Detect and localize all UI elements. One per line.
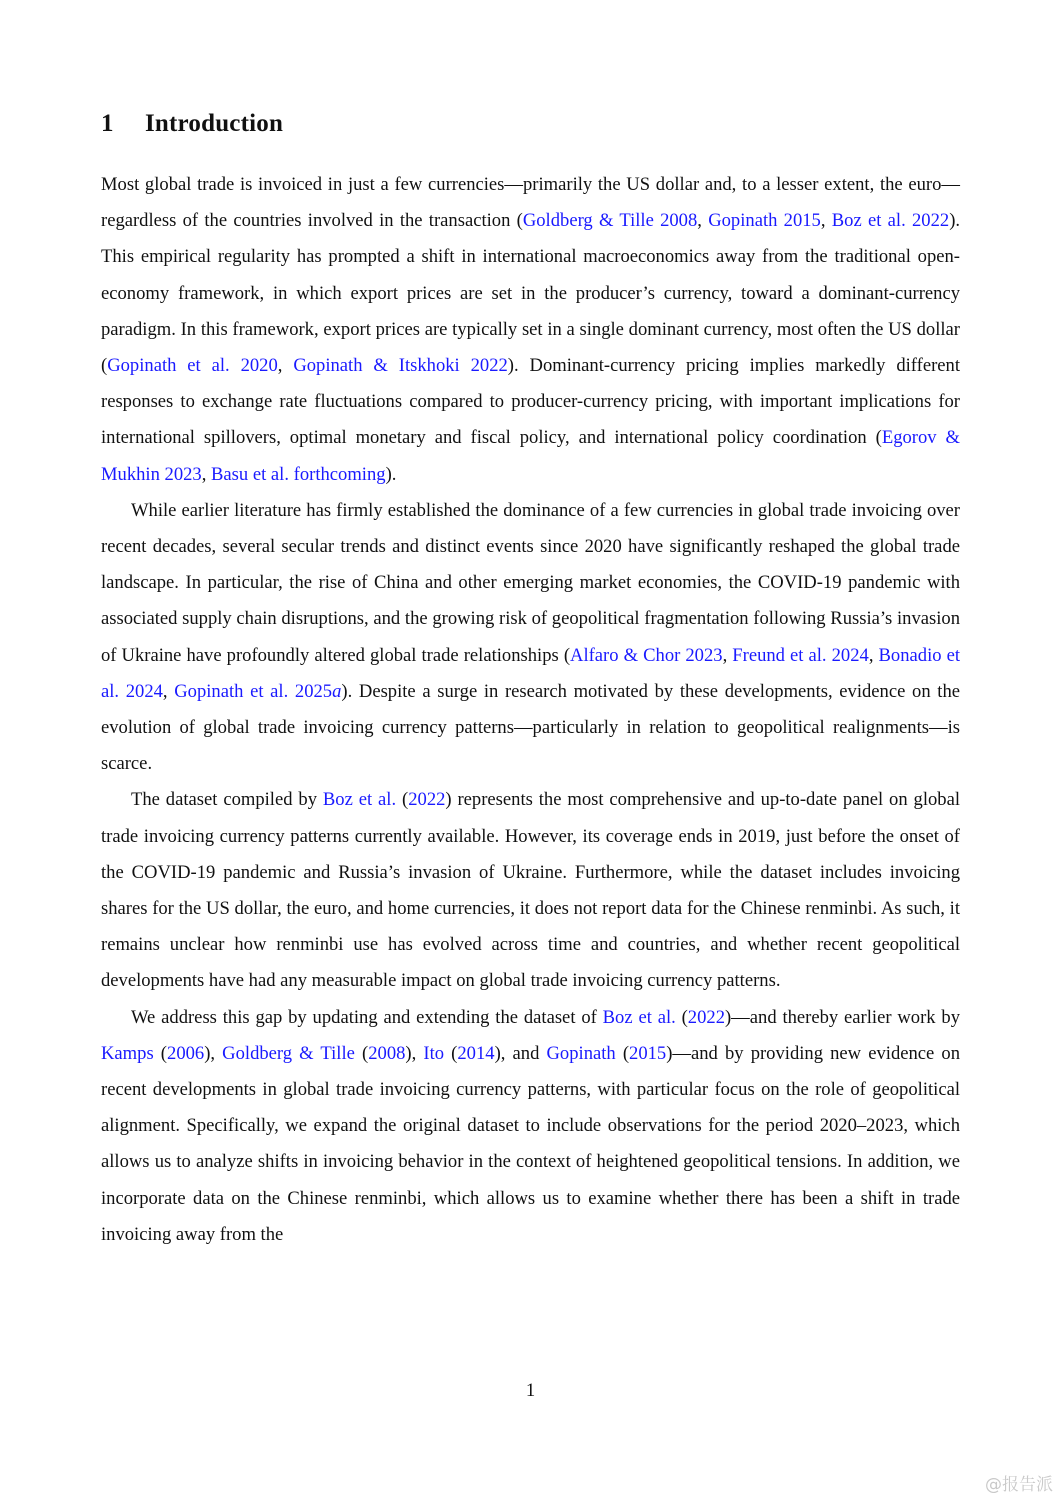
citation-link[interactable]: Boz et al. 2022 bbox=[831, 210, 950, 232]
citation-link[interactable]: Gopinath bbox=[546, 1042, 616, 1064]
citation-link[interactable]: Kamps bbox=[101, 1042, 154, 1064]
citation-link[interactable]: Gopinath 2015 bbox=[708, 210, 821, 232]
citation-link[interactable]: Gopinath et al. 2025a bbox=[174, 680, 342, 702]
citation-link[interactable]: Alfaro & Chor 2023 bbox=[570, 644, 723, 666]
citation-link[interactable]: Boz et al. bbox=[602, 1006, 676, 1028]
citation-link[interactable]: 2014 bbox=[457, 1042, 495, 1064]
citation-link[interactable]: Basu et al. forthcoming bbox=[211, 463, 386, 485]
citation-link[interactable]: Freund et al. 2024 bbox=[732, 644, 869, 666]
section-title: Introduction bbox=[145, 110, 284, 137]
section-heading bbox=[101, 110, 283, 138]
citation-link[interactable]: 2022 bbox=[408, 789, 446, 811]
page-number: 1 bbox=[525, 1380, 536, 1401]
citation-link[interactable]: Goldberg & Tille 2008 bbox=[522, 210, 698, 232]
citation-link[interactable]: 2006 bbox=[167, 1042, 205, 1064]
paragraph: Most global trade is invoiced in just a few currencies—primarily the US dollar and, to a lesser extent, the euro—regardless of the countries involved in the transaction (Goldberg & Tille 2008, Gopinath 2015, Boz et al. 2022). This empirical regularity has prompted a shift in international macroeconomics away from the traditional open-economy framework, in which export prices are set in the producer’s currency, toward a dominant-currency paradigm. In this framework, export prices are typically set in a single dominant currency, most often the US dollar (Gopinath et al. 2020, Gopinath & Itskhoki 2022). Dominant-currency pricing implies markedly different responses to exchange rate fluctuations compared to producer-currency pricing, with important implications for international spillovers, optimal monetary and fiscal policy, and international policy coordination (Egorov & Mukhin 2023, Basu et al. forthcoming). bbox=[101, 174, 961, 485]
citation-link[interactable]: Boz et al. bbox=[322, 789, 397, 811]
section-number: 1 bbox=[101, 110, 114, 137]
citation-link[interactable]: Bonadio et al. 2024 bbox=[101, 644, 961, 702]
citation-suffix: a bbox=[332, 680, 342, 702]
paragraph: While earlier literature has firmly established the dominance of a few currencies in global trade invoicing over recent decades, several secular trends and distinct events since 2020 have significantly reshaped the global trade landscape. In particular, the rise of China and other emerging market economies, the COVID-19 pandemic with associated supply chain disruptions, and the growing risk of geopolitical fragmentation following Russia’s invasion of Ukraine have profoundly altered global trade relationships (Alfaro & Chor 2023, Freund et al. 2024, Bonadio et al. 2024, Gopinath et al. 2025a). Despite a surge in research motivated by these developments, evidence on the evolution of global trade invoicing currency patterns—particularly in relation to geopolitical realignments—is scarce. bbox=[101, 499, 961, 775]
body-text bbox=[101, 167, 960, 1253]
citation-link[interactable]: 2022 bbox=[687, 1006, 725, 1028]
citation-link[interactable]: 2008 bbox=[368, 1042, 406, 1064]
citation-link[interactable]: Goldberg & Tille bbox=[222, 1042, 355, 1064]
paragraph: We address this gap by updating and extending the dataset of Boz et al. (2022)—and thereby earlier work by Kamps (2006), Goldberg & Tille (2008), Ito (2014), and Gopinath (2015)—and by providing new evidence on recent developments in global trade invoicing currency patterns, with particular focus on the role of geopolitical alignment. Specifically, we expand the original dataset to include observations for the period 2020–2023, which allows us to analyze shifts in invoicing behavior in the context of heightened geopolitical tensions. In addition, we incorporate data on the Chinese renminbi, which allows us to examine whether there has been a shift in trade invoicing away from the bbox=[101, 1006, 961, 1245]
citation-link[interactable]: Egorov & Mukhin 2023 bbox=[101, 427, 960, 485]
citation-link[interactable]: Gopinath et al. 2020 bbox=[107, 355, 278, 377]
citation-link[interactable]: Gopinath & Itskhoki 2022 bbox=[293, 355, 508, 377]
citation-link[interactable]: 2015 bbox=[629, 1042, 667, 1064]
citation-link[interactable]: Ito bbox=[423, 1042, 445, 1064]
paragraph: The dataset compiled by Boz et al. (2022) represents the most comprehensive and up-to-date panel on global trade invoicing currency patterns currently available. However, its coverage ends in 2019, just before the onset of the COVID-19 pandemic and Russia’s invasion of Ukraine. Furthermore, while the dataset includes invoicing shares for the US dollar, the euro, and home currencies, it does not report data for the Chinese renminbi. As such, it remains unclear how renminbi use has evolved across time and countries, and whether recent geopolitical developments have had any measurable impact on global trade invoicing currency patterns. bbox=[101, 789, 961, 992]
watermark: @报告派 bbox=[985, 1475, 1053, 1495]
